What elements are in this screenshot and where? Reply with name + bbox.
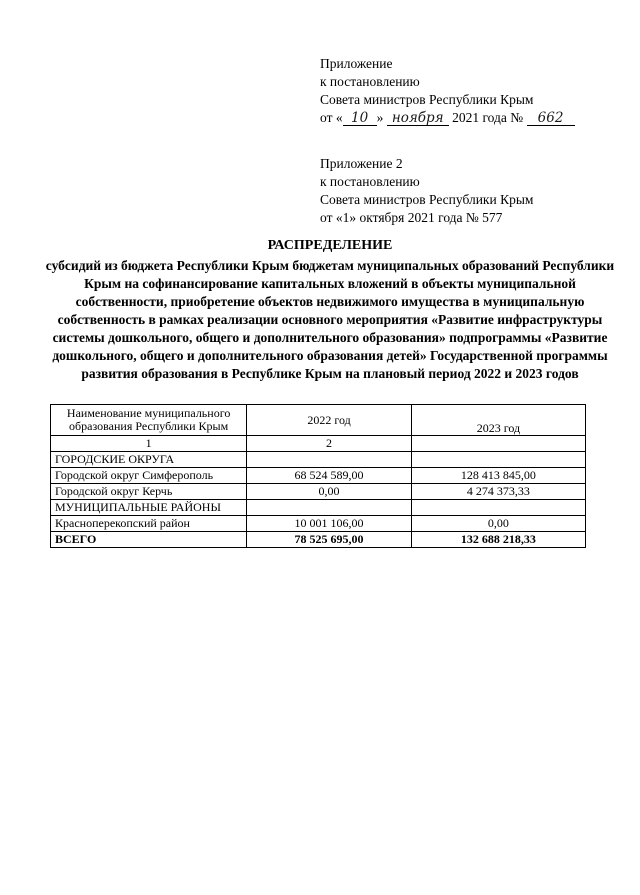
section-city-districts: ГОРОДСКИЕ ОКРУГА [51, 452, 247, 468]
date-mid: » [376, 110, 384, 125]
numbering-row [51, 436, 586, 452]
row-2022: 10 001 106,00 [247, 516, 412, 532]
total-row [51, 532, 586, 548]
row-name: Городской округ Симферополь [51, 468, 247, 484]
total-2023: 132 688 218,33 [411, 532, 585, 548]
appendix-old-line4: от «1» октября 2021 года № 577 [320, 210, 503, 225]
header-name: Наименование муниципального образования Республики Крым [51, 405, 247, 436]
appendix-old-line2: к постановлению [320, 174, 420, 189]
numbering-1: 1 [51, 436, 247, 452]
row-2023: 0,00 [411, 516, 585, 532]
appendix-new-line2: к постановлению [320, 74, 420, 89]
date-suffix: 2021 года № [452, 110, 524, 125]
appendix-new-date [320, 109, 620, 127]
appendix-new-line3: Совета министров Республики Крым [320, 92, 534, 107]
numbering-2: 2 [247, 436, 412, 452]
section-municipal-districts: МУНИЦИПАЛЬНЫЕ РАЙОНЫ [51, 500, 247, 516]
handwritten-day: 10 [343, 111, 377, 126]
appendix-old-line1: Приложение 2 [320, 156, 403, 171]
table-header-row [51, 405, 586, 436]
document-subtitle: субсидий из бюджета Республики Крым бюджетам муниципальных образований Республики Крым на софинансирование капитальных вложений в объекты муниципальной собственности, приобретение объектов недвижимого имущества в муниципальную собственность в рамках реализации основного мероприятия «Развитие инфраструктуры системы дошкольного, общего и дополнительного образования» подпрограммы «Развитие дошкольного, общего и дополнительного образования детей» Государственной программы развития образования в Республике Крым на плановый период 2022 и 2023 годов [45, 258, 615, 381]
appendix-new-header [320, 55, 620, 127]
total-2022: 78 525 695,00 [247, 532, 412, 548]
header-2023: 2023 год [411, 405, 585, 436]
row-name: Городской округ Керчь [51, 484, 247, 500]
row-2023: 128 413 845,00 [411, 468, 585, 484]
numbering-3 [411, 436, 585, 452]
distribution-table [50, 404, 586, 548]
row-2022: 68 524 589,00 [247, 468, 412, 484]
date-prefix: от « [320, 110, 343, 125]
appendix-old-line3: Совета министров Республики Крым [320, 192, 534, 207]
row-name: Красноперекопский район [51, 516, 247, 532]
appendix-old-header [320, 155, 620, 227]
header-2022: 2022 год [247, 405, 412, 436]
total-label: ВСЕГО [51, 532, 247, 548]
section-row [51, 452, 586, 468]
table-row [51, 516, 586, 532]
table-row [51, 484, 586, 500]
document-title: РАСПРЕДЕЛЕНИЕ [267, 238, 393, 253]
handwritten-month: ноября [387, 111, 449, 126]
appendix-new-line1: Приложение [320, 56, 393, 71]
table-row [51, 468, 586, 484]
handwritten-number: 662 [527, 111, 575, 126]
section-row [51, 500, 586, 516]
row-2022: 0,00 [247, 484, 412, 500]
row-2023: 4 274 373,33 [411, 484, 585, 500]
